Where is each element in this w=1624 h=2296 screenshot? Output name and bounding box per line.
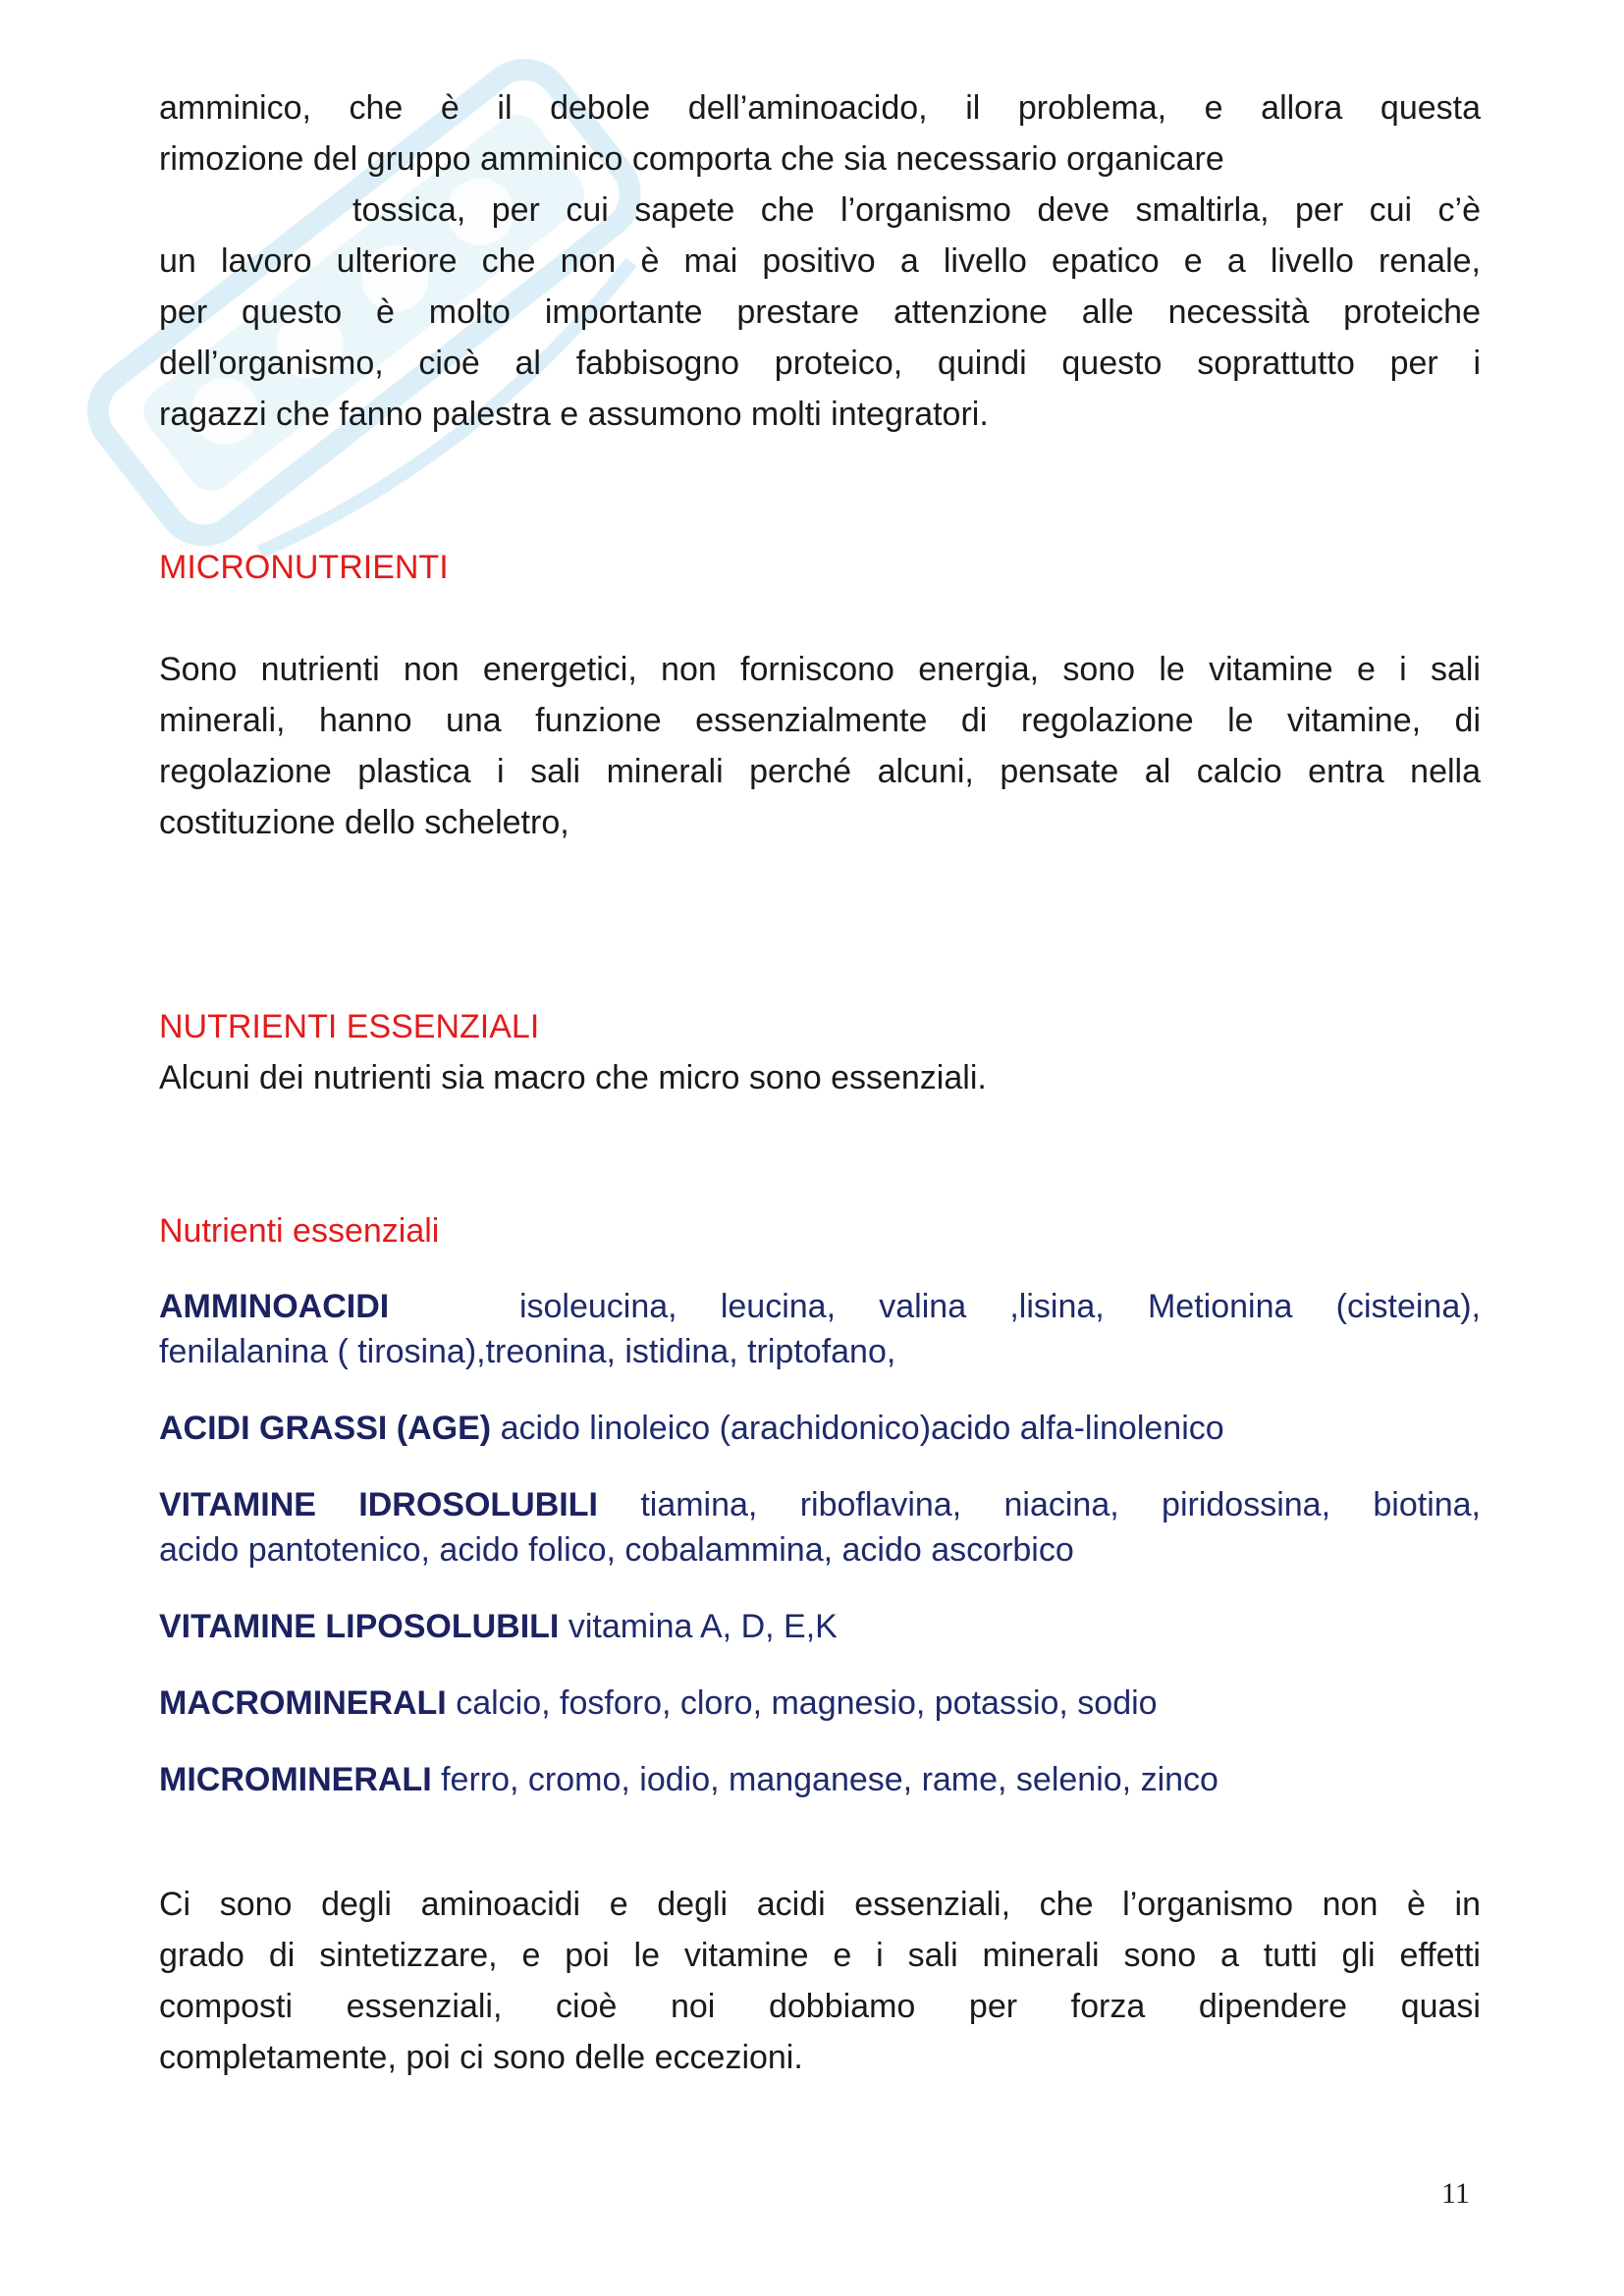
page-number: 11 [1441,2177,1470,2210]
list-values-line-2: acido pantotenico, acido folico, cobalammina, acido ascorbico [159,1531,1074,1569]
intro-line-2: rimozione del gruppo amminico comporta che sia necessario organicare [159,140,1224,178]
list-term: ACIDI GRASSI (AGE) [159,1410,492,1447]
list-item-vitamine-idrosolubili [159,1482,1481,1573]
list-values: ferro, cromo, iodio, manganese, rame, selenio, zinco [441,1761,1218,1798]
micro-line-2: minerali, hanno una funzione essenzialmente di regolazione le vitamine, di [159,702,1481,739]
list-values: tiamina, riboflavina, niacina, piridossina, biotina, [640,1486,1482,1523]
list-values: calcio, fosforo, cloro, magnesio, potassio, sodio [456,1684,1158,1722]
list-term: VITAMINE LIPOSOLUBILI [159,1608,560,1645]
closing-line-2: grado di sintetizzare, e poi le vitamine e i sali minerali sono a tutti gli effetti [159,1937,1481,1974]
list-item-vitamine-liposolubili [159,1604,1481,1649]
list-item-macrominerali [159,1681,1481,1726]
micro-line-1: Sono nutrienti non energetici, non forniscono energia, sono le vitamine e i sali [159,651,1481,688]
micronutrienti-paragraph [159,644,1481,848]
nutrienti-essenziali-heading: NUTRIENTI ESSENZIALI [159,1008,540,1045]
list-item-idrosolubili-line-1 [159,1482,1481,1527]
list-item-acidi-grassi [159,1406,1481,1451]
nutrienti-essenziali-line: Alcuni dei nutrienti sia macro che micro sono essenziali. [159,1059,987,1096]
intro-line-7: ragazzi che fanno palestra e assumono molti integratori. [159,396,989,433]
list-item-amminoacidi-line-1 [159,1284,1481,1329]
essential-list [159,1284,1481,1802]
intro-line-3: tossica, per cui sapete che l’organismo deve smaltirla, per cui c’è [352,191,1481,229]
list-item-amminoacidi [159,1284,1481,1374]
list-term: AMMINOACIDI [159,1288,390,1325]
list-term: MACROMINERALI [159,1684,447,1722]
micro-line-3: regolazione plastica i sali minerali perché alcuni, pensate al calcio entra nella [159,753,1481,790]
intro-line-5: per questo è molto importante prestare attenzione alle necessità proteiche [159,294,1481,331]
list-values: isoleucina, leucina, valina ,lisina, Metionina (cisteina), [518,1288,1481,1325]
intro-paragraph [159,82,1481,440]
micro-line-4: costituzione dello scheletro, [159,804,569,841]
closing-line-4: completamente, poi ci sono delle eccezioni. [159,2039,803,2076]
intro-line-1: amminico, che è il debole dell’aminoacido, il problema, e allora questa [159,89,1481,127]
nutrienti-essenziali-text [159,1052,1481,1103]
intro-line-6: dell’organismo, cioè al fabbisogno proteico, quindi questo soprattutto per i [159,345,1481,382]
list-values: acido linoleico (arachidonico)acido alfa-linolenico [500,1410,1224,1447]
micronutrienti-heading: MICRONUTRIENTI [159,549,449,586]
list-values-line-2: fenilalanina ( tirosina),treonina, istidina, triptofano, [159,1333,896,1370]
list-item-microminerali [159,1757,1481,1802]
intro-line-4: un lavoro ulteriore che non è mai positivo a livello epatico e a livello renale, [159,242,1481,280]
essential-list-heading: Nutrienti essenziali [159,1212,440,1250]
closing-line-1: Ci sono degli aminoacidi e degli acidi essenziali, che l’organismo non è in [159,1886,1481,1923]
closing-line-3: composti essenziali, cioè noi dobbiamo per forza dipendere quasi [159,1988,1481,2025]
closing-paragraph [159,1879,1481,2083]
list-values: vitamina A, D, E,K [568,1608,838,1645]
list-term: VITAMINE IDROSOLUBILI [159,1486,598,1523]
list-term: MICROMINERALI [159,1761,432,1798]
page-content [159,82,1481,2083]
